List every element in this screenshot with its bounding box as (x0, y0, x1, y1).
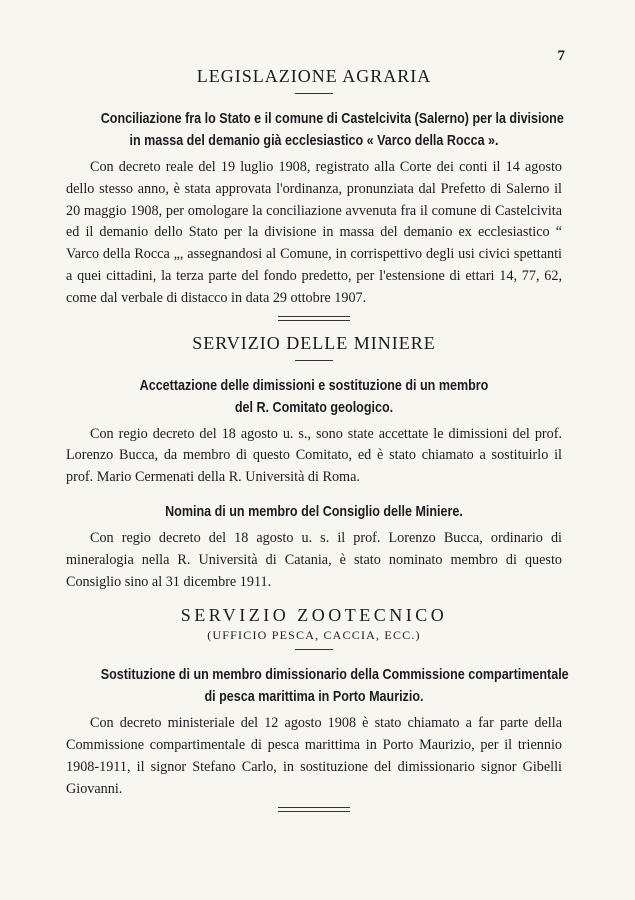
heading-line: Sostituzione di un membro dimissionario della Commissione compartimentale (100, 667, 569, 684)
article-body-accettazione-dimissioni: Con regio decreto del 18 agosto u. s., sono state accettate le dimissioni del prof. Lorenzo Bucca, da membro di questo Comitato, ed è stato chiamato a sostituirlo il prof. Mario Cermenati della R. Università di Roma. (66, 425, 562, 486)
section-rule (295, 93, 333, 94)
article-body-sostituzione-membro: Con decreto ministeriale del 12 agosto 1908 è stato chiamato a far parte della Commissione compartimentale di pesca marittima in Porto Maurizio, per il triennio 1908-1911, il signor Stefano Carlo, in sostituzione del dimissionario signor Gibelli Giovanni. (66, 715, 562, 797)
heading-line: del R. Comitato geologico. (234, 399, 394, 416)
heading-line: in massa del demanio già ecclesiastico « Varco della Rocca ». (129, 133, 499, 149)
article-heading-conciliazione (100, 108, 564, 152)
heading-line: Accettazione delle dimissioni e sostituzione di un membro (139, 377, 489, 394)
heading-line: Conciliazione fra lo Stato e il comune di Castelcivita (Salerno) per la divisione (100, 111, 564, 127)
article-heading-nomina-membro (101, 501, 528, 523)
section-rule (295, 649, 333, 650)
section-divider (278, 807, 350, 812)
section-rule (295, 360, 333, 361)
article-body-conciliazione: Con decreto reale del 19 luglio 1908, registrato alla Corte dei conti il 14 agosto dello stesso anno, è stata approvata l'ordinanza, pronunziata dal Prefetto di Salerno il 20 maggio 1908, per omologare la conciliazione avvenuta fra il comune di Castelcivita ed il demanio dello Stato per la divisione in massa del demanio ex ecclesiastico “ Varco della Rocca „, assegnandosi al Comune, in corrispettivo degli usi civici spettanti a quei cittadini, la terza parte del fondo predetto, per l'estensione di ettari 14, 77, 62, come dal verbale di distacco in data 29 ottobre 1907. (66, 159, 562, 306)
page-number: 7 (557, 48, 565, 64)
article-heading-sostituzione-membro (100, 664, 569, 708)
heading-line: Nomina di un membro del Consiglio delle Miniere. (165, 503, 463, 520)
page-content (66, 66, 569, 824)
article-heading-accettazione-dimissioni (101, 375, 528, 419)
section-subtitle-ufficio-pesca: (UFFICIO PESCA, CACCIA, ECC.) (207, 628, 421, 643)
heading-line: di pesca marittima in Porto Maurizio. (204, 689, 424, 706)
section-title-legislazione-agraria: LEGISLAZIONE AGRARIA (196, 66, 432, 86)
section-divider (278, 316, 350, 321)
article-body-nomina-membro: Con regio decreto del 18 agosto u. s. il prof. Lorenzo Bucca, ordinario di mineralogia nella R. Università di Catania, è stato nominato membro di questo Consiglio sino al 31 dicembre 1911. (66, 529, 562, 590)
section-title-servizio-zootecnico: SERVIZIO ZOOTECNICO (180, 605, 448, 626)
section-title-servizio-miniere: SERVIZIO DELLE MINIERE (192, 332, 436, 353)
